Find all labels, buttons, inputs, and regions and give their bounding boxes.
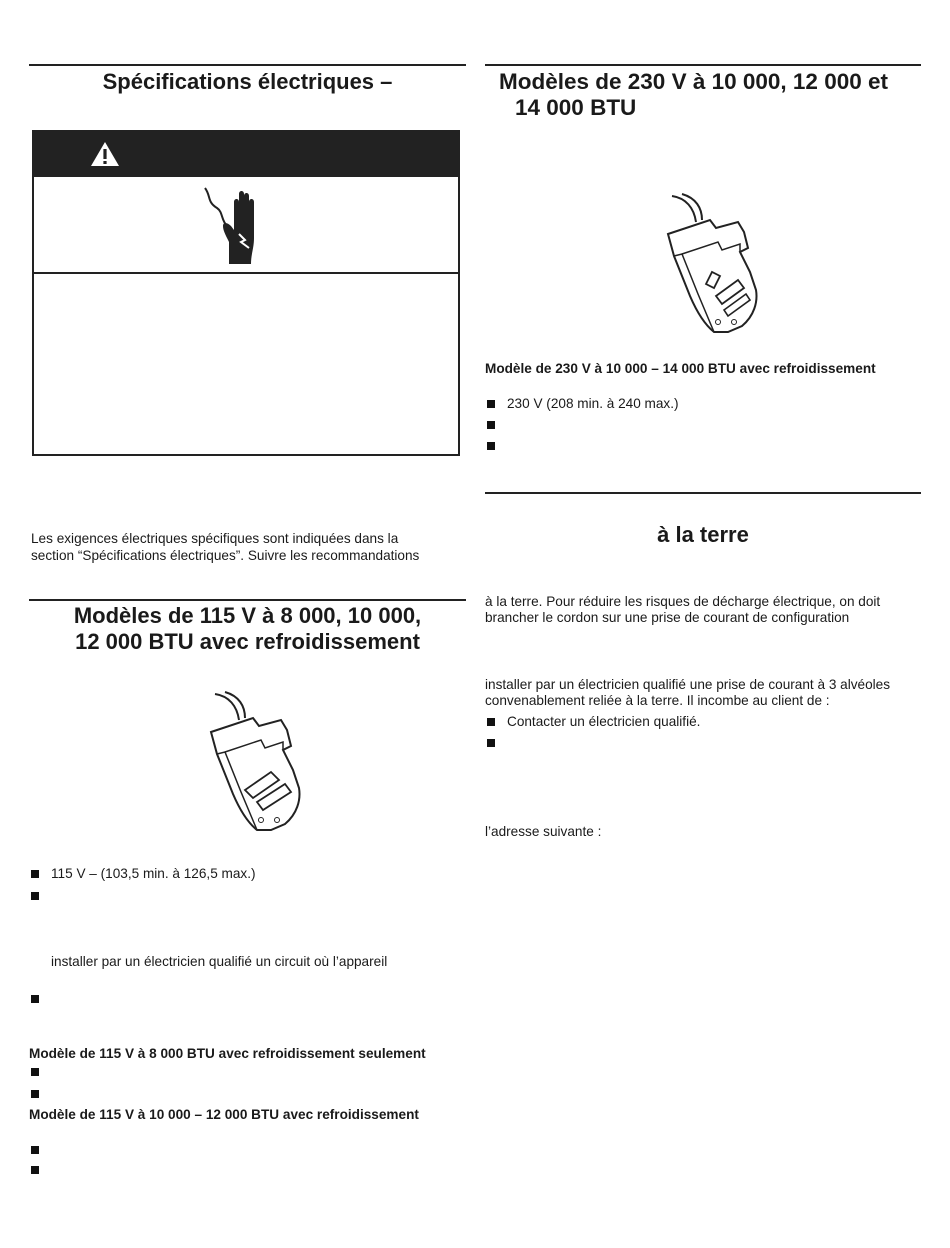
- plug-115v-illustration: [205, 690, 305, 832]
- bullet-square-icon: [31, 995, 39, 1003]
- models-115v-title-line-2: 12 000 BTU avec refroidissement: [75, 629, 420, 654]
- models-115v-title-line-1: Modèles de 115 V à 8 000, 10 000,: [73, 603, 422, 628]
- bullet-voltage-115v: 115 V – (103,5 min. à 126,5 max.): [51, 866, 256, 881]
- section-rule-grounding: [485, 492, 921, 494]
- intro-line-1: Les exigences électriques spécifiques sont indiquées dans la: [31, 531, 399, 546]
- grounding-title: à la terre: [657, 522, 749, 547]
- sub-heading-8000-btu: Modèle de 115 V à 8 000 BTU avec refroidissement seulement: [29, 1046, 426, 1061]
- models-230v-title-line-2: 14 000 BTU: [515, 95, 637, 120]
- electric-shock-hand-icon: [201, 182, 275, 264]
- warning-header-bar: [34, 132, 458, 177]
- bullet-square-icon: [31, 1146, 39, 1154]
- warning-separator: [34, 272, 458, 274]
- bullet-square-icon: [31, 1068, 39, 1076]
- section-top-rule-right: [485, 64, 921, 66]
- bullet-square-icon: [487, 442, 495, 450]
- warning-box: [32, 130, 460, 456]
- bullet-square-icon: [487, 718, 495, 726]
- bullet-square-icon: [487, 421, 495, 429]
- models-230v-title-line-1: Modèles de 230 V à 10 000, 12 000 et: [499, 69, 888, 94]
- bullet-voltage-230v: 230 V (208 min. à 240 max.): [507, 396, 679, 411]
- bullet-square-icon: [31, 1166, 39, 1174]
- circuit-line: installer par un électricien qualifié un circuit où l’appareil: [51, 954, 388, 969]
- plug-230v-illustration: [662, 192, 762, 334]
- sub-heading-230v: Modèle de 230 V à 10 000 – 14 000 BTU avec refroidissement: [485, 361, 876, 376]
- address-line: l’adresse suivante :: [485, 824, 602, 839]
- section-rule-115v: [29, 599, 466, 601]
- bullet-square-icon: [31, 892, 39, 900]
- bullet-square-icon: [31, 1090, 39, 1098]
- install-line-1: installer par un électricien qualifié une prise de courant à 3 alvéoles: [485, 677, 891, 692]
- warning-triangle-icon: [89, 140, 121, 168]
- ground-line-2: brancher le cordon sur une prise de courant de configuration: [485, 610, 850, 625]
- bullet-square-icon: [487, 400, 495, 408]
- bullet-square-icon: [31, 870, 39, 878]
- bullet-square-icon: [487, 739, 495, 747]
- ground-line-1: à la terre. Pour réduire les risques de décharge électrique, on doit: [485, 594, 881, 609]
- install-line-2: convenablement reliée à la terre. Il incombe au client de :: [485, 693, 830, 708]
- section-title-electrical-specs: Spécifications électriques –: [102, 69, 393, 94]
- sub-heading-10000-12000-btu: Modèle de 115 V à 10 000 – 12 000 BTU avec refroidissement: [29, 1107, 419, 1122]
- bullet-contact-electrician: Contacter un électricien qualifié.: [507, 714, 701, 729]
- section-top-rule-left: [29, 64, 466, 66]
- intro-line-2: section “Spécifications électriques”. Suivre les recommandations: [31, 548, 420, 563]
